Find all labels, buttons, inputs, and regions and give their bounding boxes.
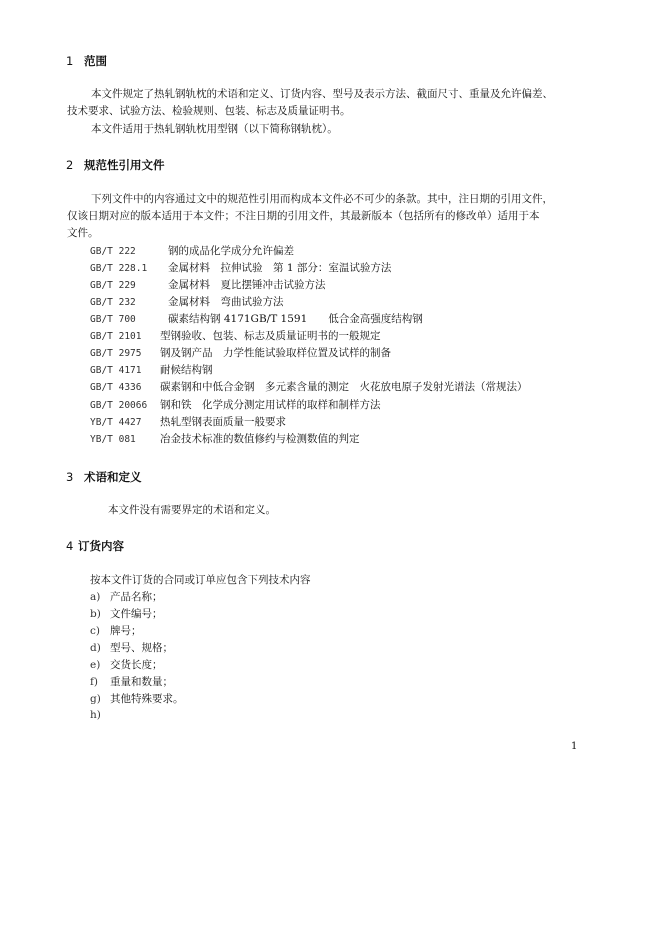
list-item: [90, 691, 184, 706]
page-number: 1: [571, 741, 578, 752]
reference-item: [90, 431, 360, 446]
reference-code: GB/T 229: [90, 280, 136, 291]
reference-item: [90, 345, 391, 360]
list-item: [90, 674, 173, 689]
reference-code: YB/T 081: [90, 434, 136, 445]
reference-title: 钢及钢产品 力学性能试验取样位置及试样的制备: [160, 347, 391, 359]
list-marker: b): [90, 608, 101, 620]
list-marker: d): [90, 642, 101, 654]
terms-paragraph: 本文件没有需要界定的术语和定义。: [108, 504, 276, 516]
section-number: 2: [66, 158, 74, 172]
reference-item: [90, 362, 213, 377]
section-heading-order-content: [66, 538, 124, 554]
reference-title: 碳素结构钢 4171GB/T 1591 低合金高强度结构钢: [168, 313, 423, 325]
reference-item: [90, 311, 423, 326]
reference-code: GB/T 700: [90, 314, 136, 325]
list-item: [90, 709, 110, 721]
normative-intro-line: 文件。: [67, 227, 99, 239]
reference-title: 钢和铁 化学成分测定用试样的取样和制样方法: [160, 399, 381, 411]
list-item: [90, 640, 173, 655]
reference-title: 热轧型钢表面质量一般要求: [160, 416, 286, 428]
normative-intro-line: 下列文件中的内容通过文中的规范性引用而构成本文件必不可少的条款。其中，注日期的引用文件，: [91, 193, 553, 205]
section-title: 规范性引用文件: [84, 158, 165, 172]
list-text: 型号、规格；: [110, 642, 173, 654]
reference-code: GB/T 222: [90, 246, 136, 257]
section-heading-normative-references: [66, 157, 165, 173]
reference-item: [90, 294, 284, 309]
list-item: [90, 623, 142, 638]
list-marker: g): [90, 693, 101, 705]
scope-paragraph-line: 技术要求、试验方法、检验规则、包装、标志及质量证明书。: [67, 105, 351, 117]
list-marker: h): [90, 709, 101, 721]
scope-paragraph-line: 本文件规定了热轧钢轨枕的术语和定义、订货内容、型号及表示方法、截面尺寸、重量及允许偏差、: [91, 88, 553, 100]
list-text: 交货长度；: [110, 659, 163, 671]
list-marker: a): [90, 591, 101, 603]
list-text: 产品名称；: [110, 591, 163, 603]
section-heading-terms: [66, 469, 142, 485]
list-item: [90, 589, 163, 604]
section-title: 范围: [84, 54, 107, 68]
reference-item: [90, 243, 294, 258]
reference-title: 冶金技术标准的数值修约与检测数值的判定: [160, 433, 360, 445]
reference-code: GB/T 228.1: [90, 263, 148, 274]
reference-code: GB/T 2975: [90, 348, 142, 359]
reference-code: GB/T 2101: [90, 331, 142, 342]
reference-title: 型钢验收、包装、标志及质量证明书的一般规定: [160, 330, 381, 342]
list-text: 其他特殊要求。: [110, 693, 184, 705]
list-item: [90, 657, 163, 672]
reference-item: [90, 260, 391, 275]
reference-code: GB/T 232: [90, 297, 136, 308]
scope-paragraph: 本文件适用于热轧钢轨枕用型钢（以下简称钢轨枕）。: [91, 123, 338, 135]
reference-item: [90, 414, 286, 429]
reference-title: 金属材料 弯曲试验方法: [168, 296, 284, 308]
section-title: 订货内容: [78, 539, 124, 553]
reference-code: GB/T 20066: [90, 400, 148, 411]
section-title: 术语和定义: [84, 470, 142, 484]
reference-title: 金属材料 夏比摆锤冲击试验方法: [168, 279, 326, 291]
list-item: [90, 606, 163, 621]
reference-title: 碳素钢和中低合金钢 多元素含量的测定 火花放电原子发射光谱法（常规法）: [160, 381, 528, 393]
normative-intro-line: 仅该日期对应的版本适用于本文件；不注日期的引用文件，其最新版本（包括所有的修改单）适用于本: [67, 210, 540, 222]
list-text: 文件编号；: [110, 608, 163, 620]
order-intro: 按本文件订货的合同或订单应包含下列技术内容: [90, 574, 311, 586]
reference-item: [90, 379, 528, 394]
section-number: 1: [66, 54, 74, 68]
reference-title: 金属材料 拉伸试验 第 1 部分：室温试验方法: [168, 262, 392, 274]
reference-item: [90, 397, 381, 412]
reference-code: YB/T 4427: [90, 417, 142, 428]
list-marker: c): [90, 625, 100, 637]
list-text: 牌号；: [110, 625, 142, 637]
reference-item: [90, 328, 381, 343]
section-heading-scope: [66, 53, 107, 69]
reference-item: [90, 277, 326, 292]
reference-code: GB/T 4336: [90, 382, 142, 393]
list-marker: f): [90, 676, 98, 688]
reference-title: 耐候结构钢: [160, 364, 213, 376]
list-text: 重量和数量；: [110, 676, 173, 688]
section-number: 3: [66, 470, 74, 484]
reference-code: GB/T 4171: [90, 365, 142, 376]
reference-title: 钢的成品化学成分允许偏差: [168, 245, 294, 257]
section-number: 4: [66, 539, 74, 553]
list-marker: e): [90, 659, 101, 671]
